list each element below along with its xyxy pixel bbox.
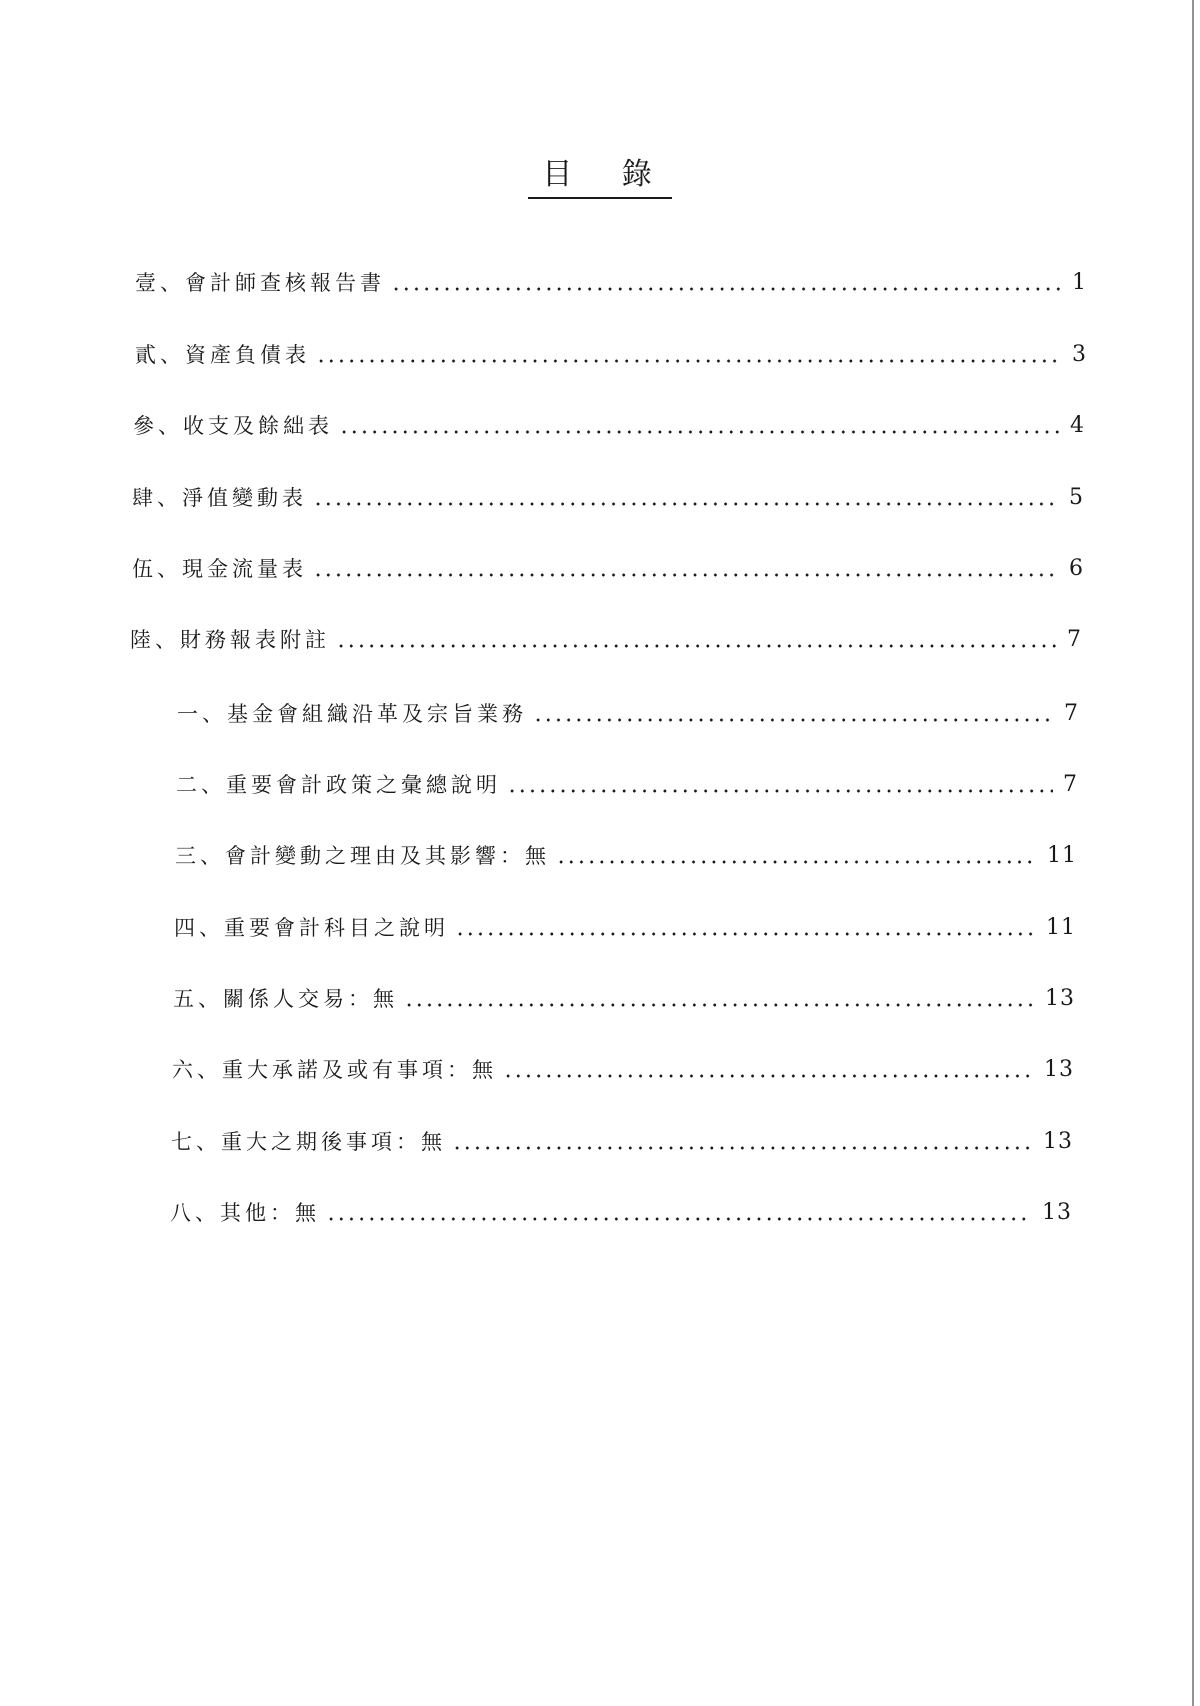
dot-leader <box>533 718 1054 722</box>
dot-leader <box>556 860 1037 864</box>
toc-entry-label: 四、重要會計科目之說明 <box>174 916 449 940</box>
toc-entry-label: 貳、資產負債表 <box>135 343 310 367</box>
toc-entry-page-number: 13 <box>1044 1057 1074 1082</box>
toc-entry-label: 一、基金會組織沿革及宗旨業務 <box>177 702 527 726</box>
dot-leader <box>452 1146 1033 1150</box>
toc-entry-page-number: 13 <box>1042 1200 1072 1225</box>
toc-entry-label: 六、重大承諾及或有事項：無 <box>172 1058 497 1082</box>
toc-entry-label: 三、會計變動之理由及其影響：無 <box>175 844 550 868</box>
toc-entry-page-number: 11 <box>1046 915 1076 940</box>
dot-leader <box>507 789 1053 793</box>
toc-entry-3 <box>133 409 1085 443</box>
toc-entry-12 <box>172 1053 1074 1087</box>
toc-entry-page-number: 1 <box>1072 270 1087 295</box>
toc-entry-page-number: 3 <box>1072 342 1087 367</box>
toc-entry-label: 二、重要會計政策之彙總說明 <box>176 773 501 797</box>
toc-entry-7 <box>177 697 1079 731</box>
toc-entry-label: 參、收支及餘絀表 <box>133 414 333 438</box>
toc-entry-label: 肆、淨值變動表 <box>132 486 307 510</box>
toc-entry-label: 陸、財務報表附註 <box>130 628 330 652</box>
toc-entry-label: 五、關係人交易：無 <box>173 987 398 1011</box>
title-text: 目 錄 <box>528 155 672 199</box>
toc-entry-8 <box>176 768 1078 802</box>
dot-leader <box>313 502 1059 506</box>
dot-leader <box>404 1003 1035 1007</box>
toc-entry-label: 八、其他：無 <box>170 1201 320 1225</box>
toc-entry-page-number: 7 <box>1067 627 1082 652</box>
toc-entry-5 <box>132 552 1084 586</box>
dot-leader <box>336 644 1057 648</box>
toc-entry-10 <box>174 911 1076 945</box>
toc-entry-page-number: 13 <box>1045 986 1075 1011</box>
toc-entry-label: 伍、現金流量表 <box>132 557 307 581</box>
toc-entry-label: 壹、會計師查核報告書 <box>135 271 385 295</box>
toc-entry-page-number: 4 <box>1070 413 1085 438</box>
toc-entry-6 <box>130 623 1082 657</box>
dot-leader <box>503 1074 1034 1078</box>
toc-entry-1 <box>135 266 1087 300</box>
dot-leader <box>455 932 1036 936</box>
dot-leader <box>339 430 1060 434</box>
toc-entry-14 <box>170 1196 1072 1230</box>
toc-entry-page-number: 5 <box>1069 485 1084 510</box>
toc-entry-page-number: 11 <box>1047 843 1077 868</box>
dot-leader <box>316 359 1062 363</box>
toc-entry-9 <box>175 839 1077 873</box>
toc-entry-label: 七、重大之期後事項：無 <box>171 1130 446 1154</box>
dot-leader <box>313 573 1059 577</box>
toc-entry-13 <box>171 1125 1073 1159</box>
toc-entry-2 <box>135 338 1087 372</box>
toc-entry-page-number: 6 <box>1069 556 1084 581</box>
toc-entry-page-number: 13 <box>1043 1129 1073 1154</box>
toc-entry-4 <box>132 481 1084 515</box>
toc-entry-11 <box>173 982 1075 1016</box>
dot-leader <box>326 1217 1032 1221</box>
toc-entry-page-number: 7 <box>1063 772 1078 797</box>
dot-leader <box>391 287 1062 291</box>
toc-entry-page-number: 7 <box>1064 701 1079 726</box>
